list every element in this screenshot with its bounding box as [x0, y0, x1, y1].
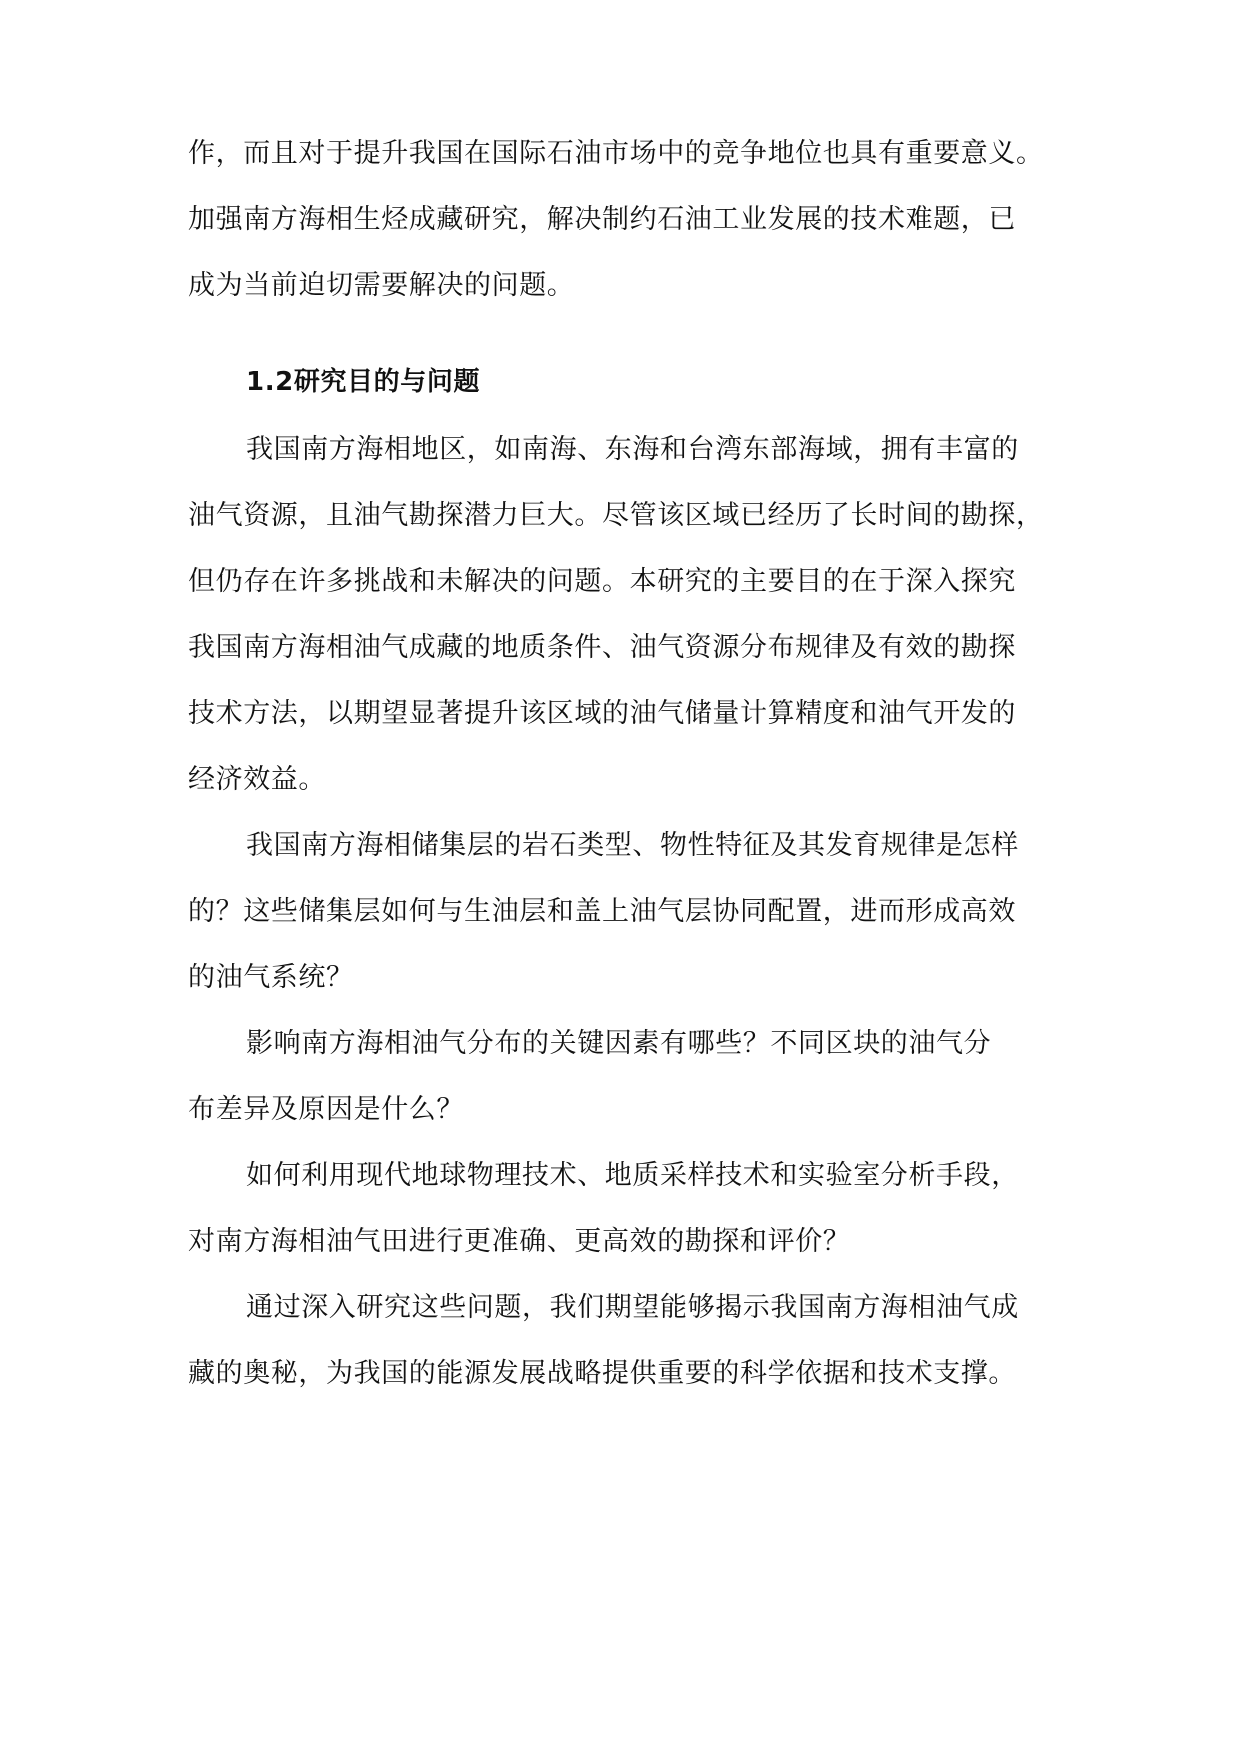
text-line: 作，而且对于提升我国在国际石油市场中的竞争地位也具有重要意义。 [188, 138, 1044, 169]
text-line: 但仍存在许多挑战和未解决的问题。本研究的主要目的在于深入探究 [188, 566, 1016, 597]
text-line: 的油气系统？ [188, 962, 354, 993]
text-line: 我国南方海相储集层的岩石类型、物性特征及其发育规律是怎样 [246, 830, 1019, 861]
text-line: 成为当前迫切需要解决的问题。 [188, 270, 575, 301]
text-line: 我国南方海相地区，如南海、东海和台湾东部海域，拥有丰富的 [246, 434, 1019, 465]
text-line: 我国南方海相油气成藏的地质条件、油气资源分布规律及有效的勘探 [188, 632, 1016, 663]
text-line: 加强南方海相生烃成藏研究，解决制约石油工业发展的技术难题，已 [188, 204, 1016, 235]
text-line: 藏的奥秘，为我国的能源发展战略提供重要的科学依据和技术支撑。 [188, 1358, 1016, 1389]
text-line: 通过深入研究这些问题，我们期望能够揭示我国南方海相油气成 [246, 1292, 1019, 1323]
text-line: 油气资源，且油气勘探潜力巨大。尽管该区域已经历了长时间的勘探， [188, 500, 1044, 531]
text-line: 的？这些储集层如何与生油层和盖上油气层协同配置，进而形成高效 [188, 896, 1016, 927]
text-line: 影响南方海相油气分布的关键因素有哪些？不同区块的油气分 [246, 1028, 992, 1059]
text-line: 对南方海相油气田进行更准确、更高效的勘探和评价？ [188, 1226, 851, 1257]
text-line: 技术方法，以期望显著提升该区域的油气储量计算精度和油气开发的 [188, 698, 1016, 729]
section-heading: 1.2研究目的与问题 [246, 367, 481, 397]
text-line: 经济效益。 [188, 764, 326, 795]
text-line: 如何利用现代地球物理技术、地质采样技术和实验室分析手段， [246, 1160, 1019, 1191]
text-line: 布差异及原因是什么？ [188, 1094, 464, 1125]
